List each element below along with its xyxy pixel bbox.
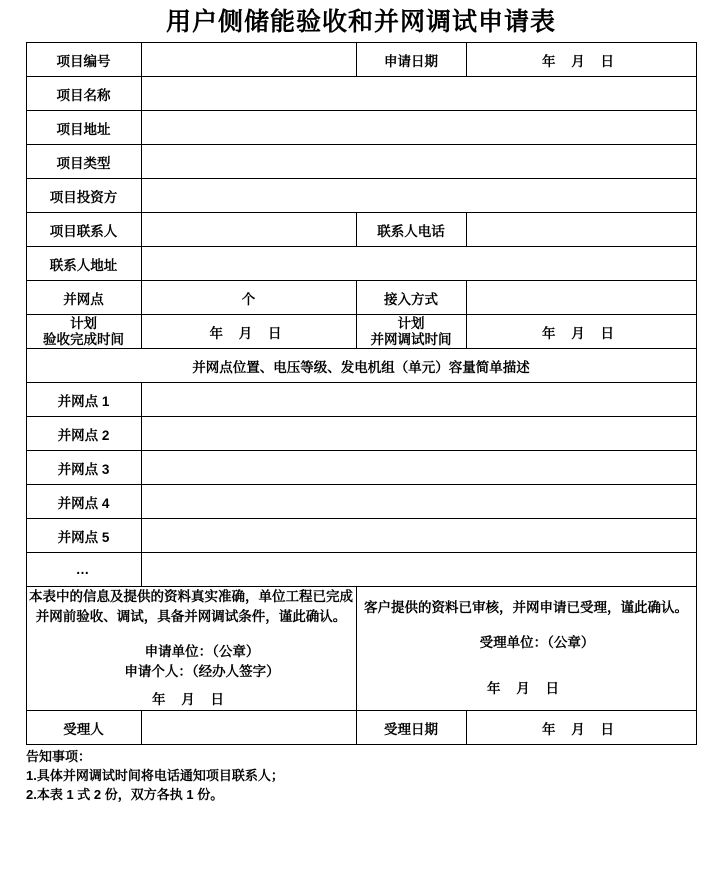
grid-point-5-label: 并网点 5 (26, 519, 141, 553)
notes-line-2: 2.本表 1 式 2 份，双方各执 1 份。 (26, 786, 224, 802)
acceptor-label: 受理人 (26, 711, 141, 745)
plan-acceptance-label-line2: 验收完成时间 (43, 331, 124, 347)
plan-debug-label (356, 315, 466, 349)
grid-point-count-value[interactable]: 个 (141, 281, 356, 315)
contact-phone-label: 联系人电话 (356, 213, 466, 247)
spacer (27, 628, 356, 642)
grid-point-2-label: 并网点 2 (26, 417, 141, 451)
table-row (26, 213, 696, 247)
apply-date-label: 申请日期 (356, 43, 466, 77)
access-mode-label: 接入方式 (356, 281, 466, 315)
acceptor-value[interactable] (141, 711, 356, 745)
grid-point-1-value[interactable] (141, 383, 696, 417)
contact-label: 项目联系人 (26, 213, 141, 247)
project-address-label: 项目地址 (26, 111, 141, 145)
grid-point-4-value[interactable] (141, 485, 696, 519)
application-form-table (26, 42, 697, 745)
table-row (26, 383, 696, 417)
grid-point-3-value[interactable] (141, 451, 696, 485)
table-row (26, 553, 696, 587)
project-name-value[interactable] (141, 77, 696, 111)
table-row (26, 417, 696, 451)
table-row (26, 179, 696, 213)
grid-point-count-label: 并网点 (26, 281, 141, 315)
table-row (26, 247, 696, 281)
plan-acceptance-value[interactable]: 年 月 日 (141, 315, 356, 349)
section-header-grid-description: 并网点位置、电压等级、发电机组（单元）容量简单描述 (26, 349, 696, 383)
notes-title: 告知事项： (26, 749, 92, 765)
investor-label: 项目投资方 (26, 179, 141, 213)
page-title: 用户侧储能验收和并网调试申请表 (165, 9, 556, 36)
notes-line-1: 1.具体并网调试时间将电话通知项目联系人； (26, 768, 284, 784)
apply-date-value[interactable]: 年 月 日 (466, 43, 696, 77)
project-address-value[interactable] (141, 111, 696, 145)
project-name-label: 项目名称 (26, 77, 141, 111)
grid-point-5-value[interactable] (141, 519, 696, 553)
applicant-unit-line: 申请单位：（公章） (144, 643, 260, 659)
applicant-person-line: 申请个人：（经办人签字） (124, 663, 280, 679)
project-type-value[interactable] (141, 145, 696, 179)
investor-value[interactable] (141, 179, 696, 213)
spacer (357, 619, 696, 633)
applicant-declaration-text: 本表中的信息及提供的资料真实准确，单位工程已完成并网前验收、调试，具备并网调试条件，谨此确认。 (29, 589, 353, 625)
applicant-declaration (26, 587, 356, 711)
project-no-label: 项目编号 (26, 43, 141, 77)
table-row (26, 587, 696, 711)
table-row (26, 451, 696, 485)
plan-acceptance-label-line1: 计划 (70, 315, 97, 331)
contact-phone-value[interactable] (466, 213, 696, 247)
access-mode-value[interactable] (466, 281, 696, 315)
project-no-value[interactable] (141, 43, 356, 77)
project-type-label: 项目类型 (26, 145, 141, 179)
table-row (26, 111, 696, 145)
grid-point-3-label: 并网点 3 (26, 451, 141, 485)
table-row (26, 485, 696, 519)
grid-point-2-value[interactable] (141, 417, 696, 451)
plan-acceptance-label (26, 315, 141, 349)
plan-debug-label-line2: 并网调试时间 (370, 331, 452, 347)
contact-address-label: 联系人地址 (26, 247, 141, 281)
accept-date-value[interactable]: 年 月 日 (466, 711, 696, 745)
grid-point-4-label: 并网点 4 (26, 485, 141, 519)
notes-block (26, 745, 696, 805)
plan-debug-label-line1: 计划 (397, 315, 425, 331)
grid-point-ellipsis: … (26, 553, 141, 587)
contact-address-value[interactable] (141, 247, 696, 281)
table-row (26, 349, 696, 383)
applicant-date[interactable]: 年 月 日 (151, 692, 230, 707)
acceptance-declaration (356, 587, 696, 711)
table-row (26, 315, 696, 349)
table-row (26, 145, 696, 179)
grid-point-1-label: 并网点 1 (26, 383, 141, 417)
grid-point-ellipsis-value[interactable] (141, 553, 696, 587)
acceptance-unit-line: 受理单位：（公章） (479, 634, 595, 650)
contact-value[interactable] (141, 213, 356, 247)
accept-date-label: 受理日期 (356, 711, 466, 745)
table-row (26, 711, 696, 745)
table-row (26, 77, 696, 111)
plan-debug-value[interactable]: 年 月 日 (466, 315, 696, 349)
acceptance-date[interactable]: 年 月 日 (486, 680, 565, 696)
acceptance-declaration-text: 客户提供的资料已审核，并网申请已受理，谨此确认。 (364, 600, 688, 616)
table-row (26, 281, 696, 315)
table-row (26, 43, 696, 77)
table-row (26, 519, 696, 553)
